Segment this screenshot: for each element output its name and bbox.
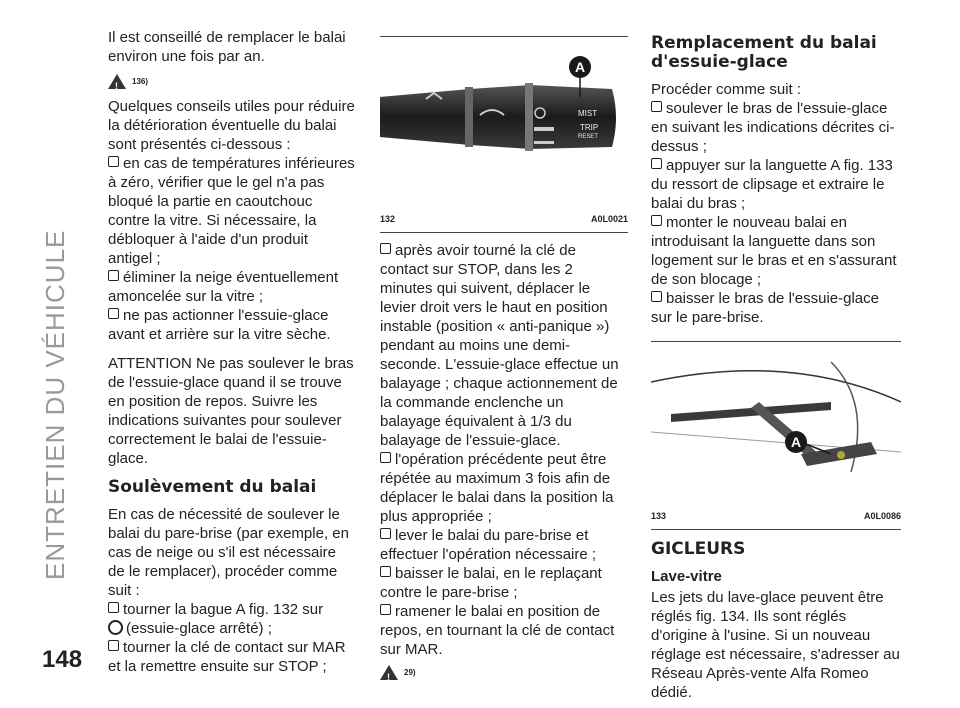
list-item-text: éliminer la neige éventuellement amoncelée sur la vitre ;	[108, 269, 339, 305]
sidebar-section-title	[40, 60, 80, 580]
paragraph: En cas de nécessité de soulever le balai du pare-brise (par exemple, en cas de neige ou s'il est nécessaire de le remplacer), procéder comme suit :	[108, 506, 349, 599]
paragraph: Quelques conseils utiles pour réduire la détérioration éventuelle du balai sont présentés ci-dessous :	[108, 98, 355, 153]
list-item-text: l'opération précédente peut être répétée au maximum 3 fois afin de déplacer le balai dans la position la plus appropriée ;	[380, 451, 614, 525]
bullet-icon	[108, 308, 119, 319]
figure-133	[651, 341, 901, 530]
list-item-text: (essuie-glace arrêté) ;	[126, 620, 272, 637]
list-item	[108, 600, 356, 638]
bullet-icon	[380, 243, 391, 254]
section-heading: Remplacement du balai d'essuie-glace	[651, 33, 877, 72]
list-item	[380, 602, 628, 659]
list-item-text: ramener le balai en position de repos, en tournant la clé de contact sur MAR.	[380, 603, 615, 658]
wiper-stalk-illustration	[380, 37, 628, 207]
paragraph: Les jets du lave-glace peuvent être réglés fig. 134. Ils sont réglés d'origine à l'usine. Si un nouveau réglage est nécessaire, s'adresser au Réseau Après-vente Alfa Romeo dédié.	[651, 589, 900, 701]
list-item	[108, 638, 356, 676]
list-item-text: appuyer sur la languette A fig. 133 du ressort de clipsage et extraire le balai du bras ;	[651, 157, 893, 212]
bullet-icon	[380, 528, 391, 539]
trip-label: TRIP	[580, 123, 599, 132]
column-2	[380, 36, 628, 688]
list-item	[380, 241, 628, 450]
bullet-icon	[651, 215, 662, 226]
list-item-text: monter le nouveau balai en introduisant la languette dans son logement sur le bras et en s'assurant de son blocage ;	[651, 214, 897, 288]
paragraph: Procéder comme suit :	[651, 81, 802, 98]
list-item-text: en cas de températures inférieures à zéro, vérifier que le gel n'a pas bloqué la partie en caoutchouc contre la vitre. Si nécessaire, la débloquer à l'aide d'un produit antigel ;	[108, 155, 355, 267]
bullet-icon	[108, 156, 119, 167]
paragraph: ATTENTION Ne pas soulever le bras de l'essuie-glace quand il se trouve en position de repos. Suivre les indications suivantes pour soulever correctement le balai de l'essuie-glace.	[108, 355, 354, 467]
warning-icon	[108, 74, 126, 89]
list-item-text: après avoir tourné la clé de contact sur STOP, dans les 2 minutes qui suivent, déplacer le levier droit vers le haut en position instable (position « anti-panique ») pendant au moins une demi-seconde. L'essuie-glace effectue un balayage ; chaque actionnement de la commande enclenche un balayage équivalent à 1/3 du balayage de l'essuie-glace.	[380, 242, 619, 449]
bullet-icon	[380, 604, 391, 615]
list-item	[651, 156, 901, 213]
sidebar-title-text: ENTRETIEN DU VÉHICULE	[40, 229, 70, 580]
bullet-icon	[108, 602, 119, 613]
bullet-icon	[108, 270, 119, 281]
section-heading: Soulèvement du balai	[108, 477, 317, 497]
warning-ref	[380, 663, 628, 682]
callout-a-label: A	[574, 59, 586, 75]
figure-132	[380, 36, 628, 233]
reset-label: RESET	[578, 134, 599, 140]
list-item	[380, 450, 628, 526]
list-item-text: baisser le bras de l'essuie-glace sur le pare-brise.	[651, 290, 879, 326]
figure-caption	[380, 207, 628, 232]
mist-label: MIST	[578, 109, 598, 118]
list-item-text: soulever le bras de l'essuie-glace en suivant les indications décrites ci-dessus ;	[651, 100, 895, 155]
list-item-text: tourner la bague A fig. 132 sur	[123, 601, 324, 618]
list-item	[108, 306, 356, 344]
list-item	[108, 154, 356, 268]
wiper-blade-illustration	[651, 342, 901, 504]
list-item	[651, 213, 901, 289]
list-item	[651, 99, 901, 156]
bullet-icon	[380, 566, 391, 577]
list-item	[380, 564, 628, 602]
bullet-icon	[380, 452, 391, 463]
subsection-heading: Lave-vitre	[651, 568, 722, 585]
list-item-text: lever le balai du pare-brise et effectuer l'opération nécessaire ;	[380, 527, 597, 563]
bullet-icon	[108, 640, 119, 651]
figure-number: 132	[380, 214, 396, 224]
warning-icon	[380, 665, 398, 680]
bullet-icon	[651, 101, 662, 112]
list-item	[380, 526, 628, 564]
list-item-text: tourner la clé de contact sur MAR et la remettre ensuite sur STOP ;	[108, 639, 346, 675]
list-item	[108, 268, 356, 306]
figure-number: 133	[651, 511, 667, 521]
figure-caption	[651, 504, 901, 529]
paragraph: Il est conseillé de remplacer le balai environ une fois par an.	[108, 29, 346, 65]
figure-code: A0L0021	[590, 214, 628, 224]
column-3	[651, 28, 901, 708]
warning-ref	[108, 72, 356, 91]
section-heading: GICLEURS	[651, 539, 746, 559]
page-number: 148	[42, 646, 83, 673]
warning-ref-label: 136)	[132, 77, 149, 86]
column-1	[108, 28, 356, 682]
list-item	[651, 289, 901, 327]
warning-ref-label: 29)	[404, 668, 416, 677]
list-item-text: ne pas actionner l'essuie-glace avant et arrière sur la vitre sèche.	[108, 307, 331, 343]
bullet-icon	[651, 291, 662, 302]
figure-code: A0L0086	[863, 511, 901, 521]
callout-a-label: A	[790, 434, 802, 450]
ring-off-icon	[108, 620, 123, 635]
list-item-text: baisser le balai, en le replaçant contre le pare-brise ;	[380, 565, 602, 601]
bullet-icon	[651, 158, 662, 169]
